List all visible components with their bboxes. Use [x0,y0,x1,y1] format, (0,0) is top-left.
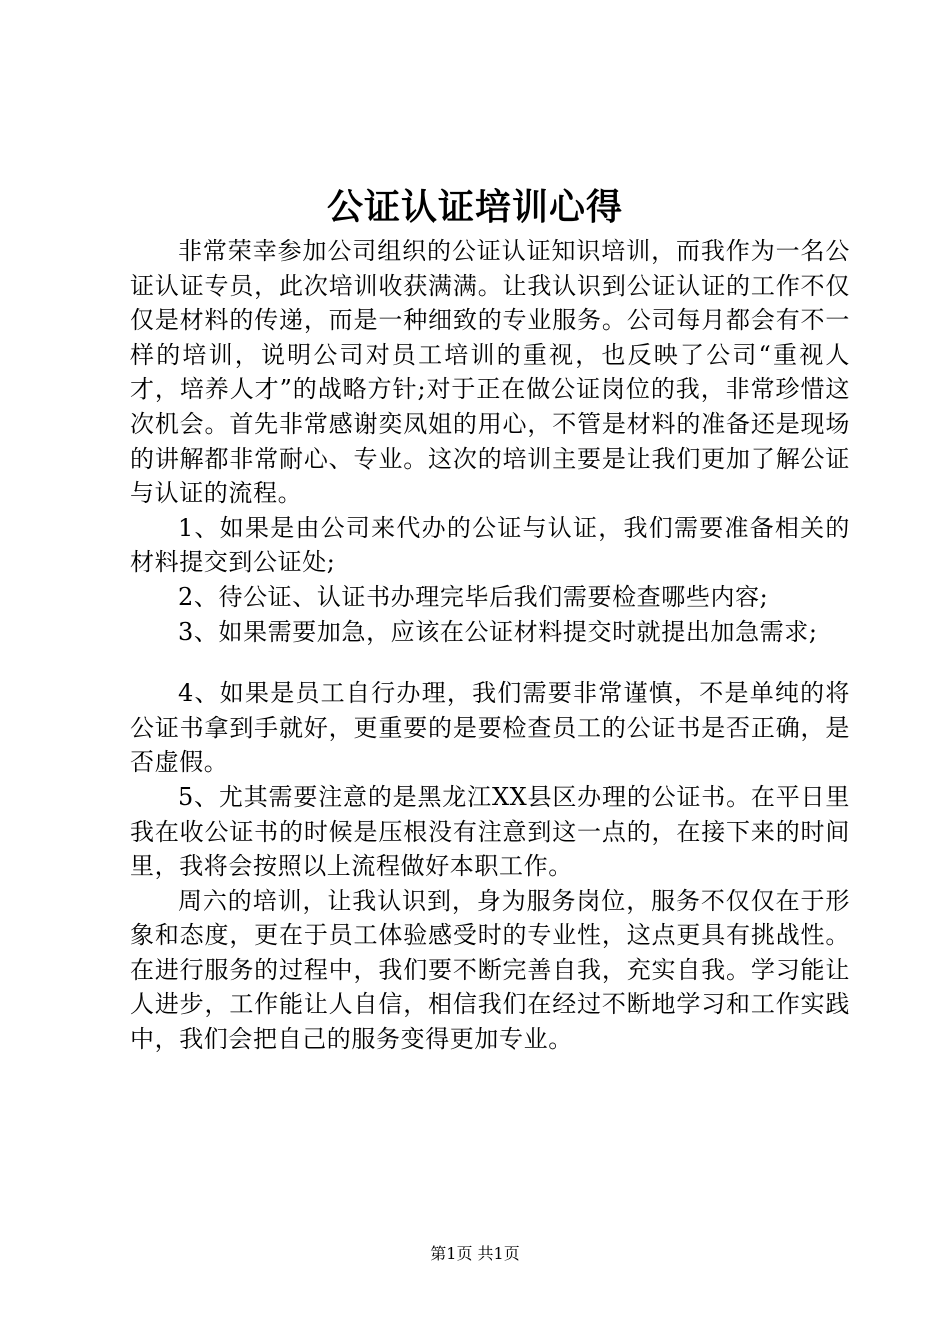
page-number-footer: 第1页 共1页 [430,1244,520,1263]
intro-paragraph: 非常荣幸参加公司组织的公证认证知识培训，而我作为一名公证认证专员，此次培训收获满满。让我认识到公证认证的工作不仅仅是材料的传递，而是一种细致的专业服务。公司每月都会有不一样的培训，说明公司对员工培训的重视，也反映了公司“重视人才，培养人才”的战略方针;对于正在做公证岗位的我，非常珍惜这次机会。首先非常感谢奕凤姐的用心，不管是材料的准备还是现场的讲解都非常耐心、专业。这次的培训主要是让我们更加了解公证与认证的流程。 [130,237,850,508]
document-title: 公证认证培训心得 [326,186,623,228]
list-item-1: 1、如果是由公司来代办的公证与认证，我们需要准备相关的材料提交到公证处; [130,513,850,577]
document-body [130,234,850,1057]
list-item-4: 4、如果是员工自行办理，我们需要非常谨慎，不是单纯的将公证书拿到手就好，更重要的是要检查员工的公证书是否正确，是否虚假。 [130,679,850,777]
list-item-3: 3、如果需要加急，应该在公证材料提交时就提出加急需求; [178,617,818,646]
list-item-2: 2、待公证、认证书办理完毕后我们需要检查哪些内容; [178,582,769,611]
closing-paragraph: 周六的培训，让我认识到，身为服务岗位，服务不仅仅在于形象和态度，更在于员工体验感受时的专业性，这点更具有挑战性。在进行服务的过程中，我们要不断完善自我，充实自我。学习能让人进步，工作能让人自信，相信我们在经过不断地学习和工作实践中，我们会把自己的服务变得更加专业。 [130,886,850,1054]
list-item-5: 5、尤其需要注意的是黑龙江XX县区办理的公证书。在平日里我在收公证书的时候是压根没有注意到这一点的，在接下来的时间里，我将会按照以上流程做好本职工作。 [130,782,850,881]
